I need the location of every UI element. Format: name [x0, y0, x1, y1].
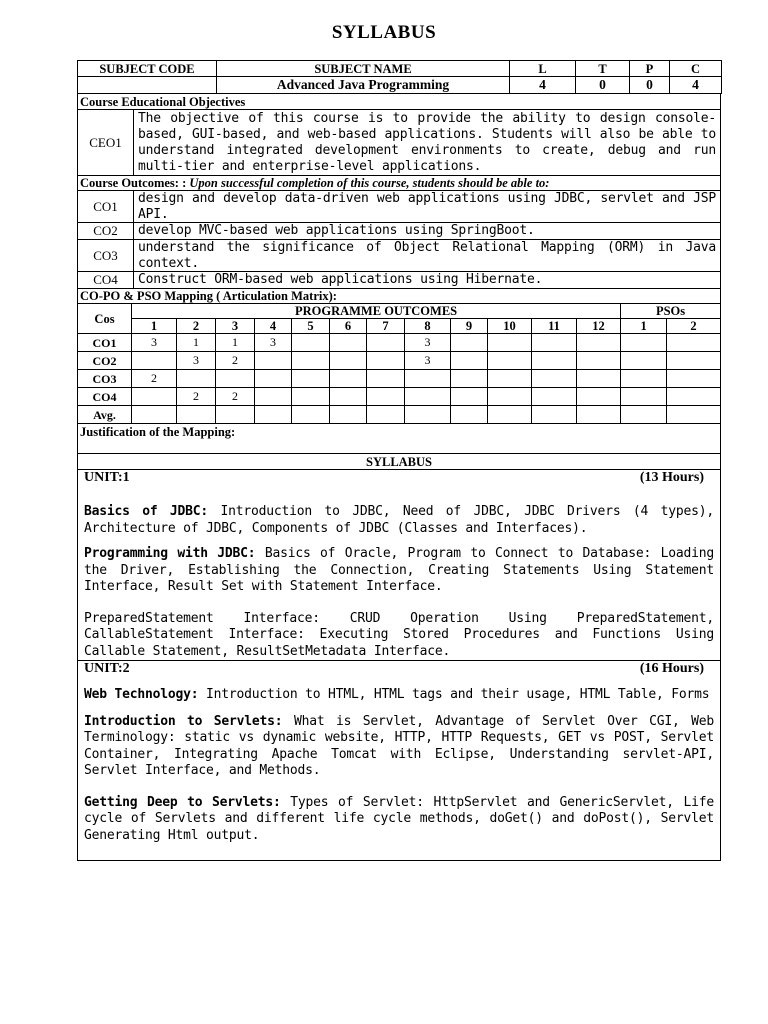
- matrix-row: [78, 352, 721, 370]
- matrix-cell: [216, 406, 255, 424]
- paragraph-text: Types of Servlet: HttpServlet and GenericServlet, Life cycle of Servlets and different life cycle methods, doGet() and doPost(), Servlet Generating Html output.: [84, 794, 714, 843]
- co-heading-note: Upon successful completion of this course, students should be able to:: [189, 176, 550, 190]
- p-value: 0: [630, 77, 670, 94]
- po-number: 12: [577, 319, 621, 334]
- unit-paragraph: [84, 611, 714, 661]
- unit-1: [78, 470, 721, 661]
- matrix-cell: [367, 352, 405, 370]
- paragraph-lead: Basics of JDBC:: [84, 504, 209, 519]
- paragraph-text: Basics of Oracle, Program to Connect to Database: Loading the Driver, Establishing the Connection, Creating Statements Using Statement Interface, Result Set with Statement Interface.: [84, 546, 714, 594]
- matrix-cell: [488, 406, 532, 424]
- matrix-cell: 2: [216, 352, 255, 370]
- matrix-cell: [621, 352, 667, 370]
- matrix-cell: [577, 370, 621, 388]
- matrix-cell: 3: [255, 334, 292, 352]
- matrix-cell: 3: [405, 352, 451, 370]
- po-number: 4: [255, 319, 292, 334]
- matrix-cell: [330, 406, 367, 424]
- unit-paragraph: [84, 795, 714, 845]
- mapping-table: [77, 303, 721, 454]
- matrix-cell: 1: [177, 334, 216, 352]
- p-label: P: [630, 61, 670, 77]
- matrix-cell: [451, 334, 488, 352]
- matrix-cell: [667, 352, 721, 370]
- co-heading-label: Course Outcomes: :: [80, 176, 187, 190]
- matrix-cell: [451, 388, 488, 406]
- matrix-cell: [667, 406, 721, 424]
- subject-code-label: SUBJECT CODE: [78, 61, 217, 77]
- po-label: PROGRAMME OUTCOMES: [132, 304, 621, 319]
- co-text: understand the significance of Object Relational Mapping (ORM) in Java context.: [134, 240, 721, 272]
- matrix-cell: [255, 370, 292, 388]
- matrix-cell: [488, 370, 532, 388]
- syllabus-table: [77, 453, 721, 861]
- matrix-cell: [621, 370, 667, 388]
- matrix-cell: [488, 352, 532, 370]
- matrix-cell: [451, 352, 488, 370]
- matrix-cell: [255, 352, 292, 370]
- unit-header: [78, 470, 720, 486]
- matrix-cell: [667, 334, 721, 352]
- matrix-cell: 2: [216, 388, 255, 406]
- unit-paragraph: [84, 714, 714, 780]
- matrix-cell: [451, 406, 488, 424]
- subject-name-label: SUBJECT NAME: [217, 61, 510, 77]
- matrix-cell: [367, 406, 405, 424]
- l-label: L: [510, 61, 576, 77]
- matrix-cell: [488, 388, 532, 406]
- paragraph-text: PreparedStatement Interface: CRUD Operation Using PreparedStatement, CallableStatement Interface: Executing Stored Procedures and Functions Using Callable Statement, ResultSetMetadata Interface.: [84, 610, 714, 659]
- po-number: 3: [216, 319, 255, 334]
- matrix-co-label: CO2: [78, 352, 132, 370]
- matrix-cell: [577, 406, 621, 424]
- matrix-cell: [621, 334, 667, 352]
- subject-code-value: [78, 77, 217, 94]
- unit-paragraph: [84, 504, 714, 537]
- matrix-row: [78, 406, 721, 424]
- page-title: SYLLABUS: [331, 22, 437, 43]
- ceo-text: The objective of this course is to provide the ability to design console-based, GUI-based, and web-based applications. Students will also be able to understand integrated development environments to create, debug and run multi-tier and enterprise-level applications.: [134, 110, 721, 176]
- paragraph-lead: Web Technology:: [84, 687, 199, 702]
- matrix-cell: [621, 388, 667, 406]
- co-id: CO2: [78, 223, 134, 240]
- matrix-cell: 3: [405, 334, 451, 352]
- po-number: 11: [532, 319, 577, 334]
- matrix-cell: [292, 388, 330, 406]
- matrix-cell: 3: [132, 334, 177, 352]
- unit-header: [78, 661, 720, 677]
- matrix-cell: [292, 334, 330, 352]
- matrix-cell: [292, 406, 330, 424]
- cos-label: Cos: [78, 304, 132, 334]
- po-number: 9: [451, 319, 488, 334]
- po-number: 6: [330, 319, 367, 334]
- unit-hours: (16 Hours): [639, 661, 704, 676]
- unit-title: UNIT:1: [84, 470, 130, 485]
- paragraph-lead: Programming with JDBC:: [84, 546, 256, 561]
- matrix-cell: 3: [177, 352, 216, 370]
- pso-label: PSOs: [621, 304, 721, 319]
- matrix-cell: [667, 388, 721, 406]
- l-value: 4: [510, 77, 576, 94]
- po-number: 10: [488, 319, 532, 334]
- matrix-cell: [577, 334, 621, 352]
- po-number: 7: [367, 319, 405, 334]
- matrix-cell: [577, 388, 621, 406]
- objectives-table: [77, 93, 721, 304]
- co-text: design and develop data-driven web applications using JDBC, servlet and JSP API.: [134, 191, 721, 223]
- matrix-cell: [330, 370, 367, 388]
- matrix-cell: [216, 370, 255, 388]
- mapping-heading: CO-PO & PSO Mapping ( Articulation Matrix):: [78, 289, 721, 304]
- matrix-cell: 1: [216, 334, 255, 352]
- c-label: C: [670, 61, 722, 77]
- subject-name-value: Advanced Java Programming: [217, 77, 510, 94]
- matrix-co-label: CO3: [78, 370, 132, 388]
- matrix-cell: [621, 406, 667, 424]
- ceo-heading: Course Educational Objectives: [78, 94, 721, 110]
- subject-header-table: [77, 60, 722, 94]
- unit-hours: (13 Hours): [639, 470, 704, 485]
- matrix-cell: [451, 370, 488, 388]
- matrix-cell: [488, 334, 532, 352]
- matrix-cell: [532, 334, 577, 352]
- unit-title: UNIT:2: [84, 661, 130, 676]
- unit-paragraph: [84, 546, 714, 596]
- matrix-cell: [532, 406, 577, 424]
- matrix-cell: [255, 406, 292, 424]
- matrix-cell: [367, 334, 405, 352]
- matrix-cell: [177, 370, 216, 388]
- matrix-cell: 2: [132, 370, 177, 388]
- co-id: CO1: [78, 191, 134, 223]
- co-id: CO4: [78, 272, 134, 289]
- po-number: 5: [292, 319, 330, 334]
- matrix-cell: [532, 352, 577, 370]
- co-heading: [78, 176, 721, 191]
- co-row: [78, 272, 721, 289]
- matrix-row: [78, 370, 721, 388]
- co-id: CO3: [78, 240, 134, 272]
- matrix-cell: [532, 388, 577, 406]
- pso-number: 1: [621, 319, 667, 334]
- c-value: 4: [670, 77, 722, 94]
- syllabus-heading: SYLLABUS: [78, 454, 721, 470]
- matrix-cell: [292, 352, 330, 370]
- paragraph-text: What is Servlet, Advantage of Servlet Over CGI, Web Terminology: static vs dynamic website, HTTP, HTTP Requests, GET vs POST, Servlet Container, Integrating Apache Tomcat with Eclipse, Understanding servlet-API, Servlet Interface, and Methods.: [84, 713, 714, 778]
- matrix-cell: [132, 352, 177, 370]
- co-row: [78, 240, 721, 272]
- justification-label: Justification of the Mapping:: [78, 424, 721, 454]
- matrix-cell: [330, 388, 367, 406]
- matrix-cell: [577, 352, 621, 370]
- matrix-cell: [292, 370, 330, 388]
- matrix-cell: 2: [177, 388, 216, 406]
- co-text: Construct ORM-based web applications using Hibernate.: [134, 272, 721, 289]
- matrix-cell: [132, 388, 177, 406]
- ceo-id: CEO1: [78, 110, 134, 176]
- paragraph-text: Introduction to JDBC, Need of JDBC, JDBC Drivers (4 types), Architecture of JDBC, Components of JDBC (Classes and Interfaces).: [84, 504, 714, 536]
- t-label: T: [576, 61, 630, 77]
- matrix-cell: [330, 334, 367, 352]
- matrix-cell: [132, 406, 177, 424]
- syllabus-document: [77, 60, 721, 861]
- matrix-co-label: CO1: [78, 334, 132, 352]
- matrix-cell: [667, 370, 721, 388]
- t-value: 0: [576, 77, 630, 94]
- matrix-cell: [405, 388, 451, 406]
- paragraph-lead: Getting Deep to Servlets:: [84, 794, 281, 810]
- pso-number: 2: [667, 319, 721, 334]
- matrix-cell: [177, 406, 216, 424]
- co-row: [78, 223, 721, 240]
- matrix-co-label: CO4: [78, 388, 132, 406]
- matrix-cell: [405, 370, 451, 388]
- paragraph-text: Introduction to HTML, HTML tags and their usage, HTML Table, Forms: [198, 687, 710, 702]
- matrix-co-label: Avg.: [78, 406, 132, 424]
- matrix-cell: [367, 388, 405, 406]
- co-text: develop MVC-based web applications using SpringBoot.: [134, 223, 721, 240]
- po-number: 8: [405, 319, 451, 334]
- matrix-cell: [255, 388, 292, 406]
- matrix-row: [78, 334, 721, 352]
- co-row: [78, 191, 721, 223]
- matrix-cell: [405, 406, 451, 424]
- matrix-cell: [367, 370, 405, 388]
- unit-paragraph: [84, 687, 714, 704]
- paragraph-lead: Introduction to Servlets:: [84, 713, 283, 729]
- matrix-cell: [532, 370, 577, 388]
- unit-2: [78, 661, 721, 861]
- matrix-row: [78, 388, 721, 406]
- po-number: 1: [132, 319, 177, 334]
- po-number: 2: [177, 319, 216, 334]
- matrix-cell: [330, 352, 367, 370]
